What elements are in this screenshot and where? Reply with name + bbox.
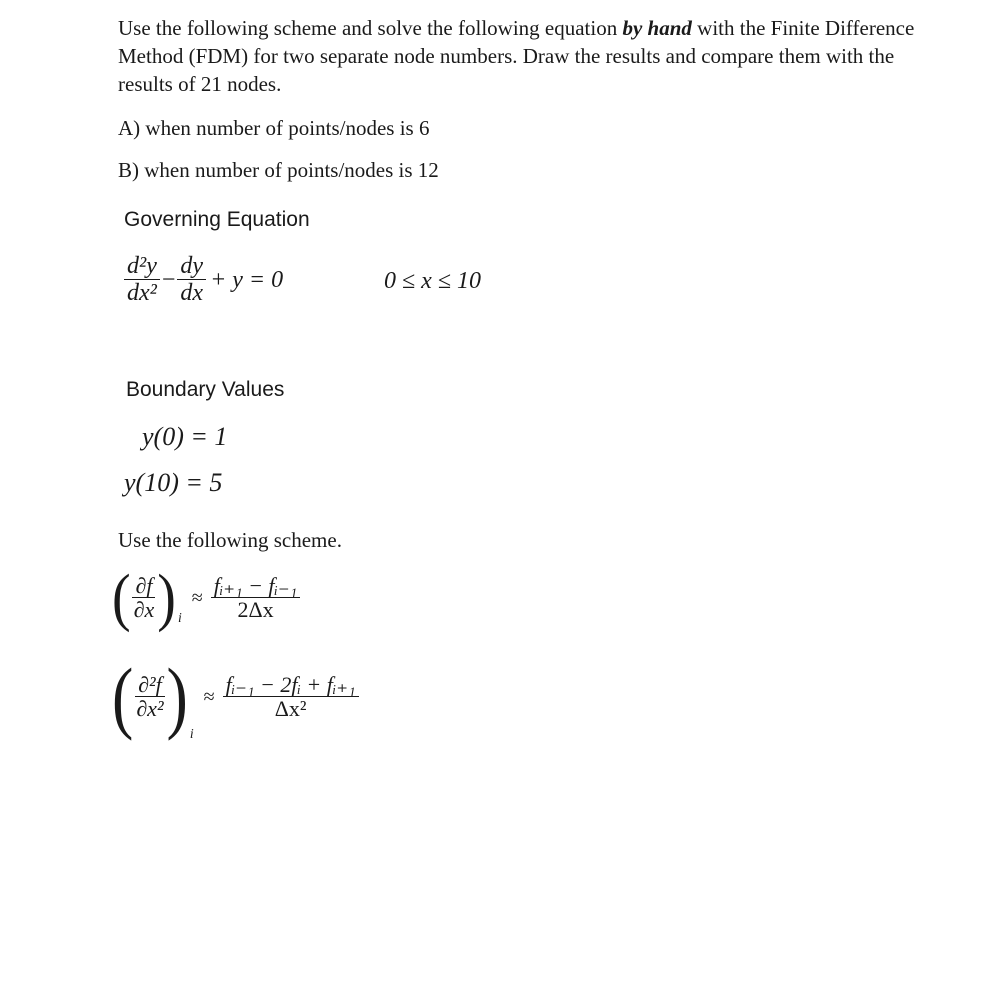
central-difference-fraction xyxy=(211,574,301,622)
d2f-dx2-fraction xyxy=(133,673,166,721)
df-numerator: ∂f xyxy=(132,574,155,598)
intro-text-end: with the Finite Difference Method (FDM) for two separate node numbers. Draw the results and compare them with the results of 21 nodes. xyxy=(118,16,915,96)
first-derivative-term xyxy=(177,254,206,307)
central-difference-denominator: 2Δx xyxy=(237,596,274,622)
domain-range: 0 ≤ x ≤ 10 xyxy=(384,268,481,294)
approx-sign: ≈ xyxy=(203,685,215,708)
equation-rest: + y = 0 xyxy=(210,266,284,293)
second-difference-numerator: fᵢ₋₁ − 2fᵢ + fᵢ₊₁ xyxy=(223,673,359,697)
intro-bold: by hand xyxy=(622,16,692,40)
governing-heading: Governing Equation xyxy=(124,208,310,231)
left-paren-icon: ( xyxy=(112,652,134,741)
second-difference-fraction xyxy=(223,673,359,721)
index-i: i xyxy=(177,610,182,625)
intro-paragraph xyxy=(118,14,928,98)
first-derivative-formula xyxy=(112,562,300,634)
scheme-label: Use the following scheme. xyxy=(118,528,342,552)
d2y-numerator: d²y xyxy=(124,254,160,280)
df-dx-fraction xyxy=(131,574,158,622)
boundary-condition-2: y(10) = 5 xyxy=(124,468,223,497)
approx-sign: ≈ xyxy=(191,586,203,609)
second-derivative-formula xyxy=(112,652,359,741)
boundary-condition-1: y(0) = 1 xyxy=(142,422,228,451)
second-difference-denominator: Δx² xyxy=(274,695,307,721)
part-b: B) when number of points/nodes is 12 xyxy=(118,158,439,182)
boundary-heading: Boundary Values xyxy=(126,378,285,401)
dx2-denominator: ∂x² xyxy=(136,695,164,721)
d2y-denominator: dx² xyxy=(127,280,157,307)
central-difference-numerator: fᵢ₊₁ − fᵢ₋₁ xyxy=(211,574,301,598)
part-a: A) when number of points/nodes is 6 xyxy=(118,116,430,140)
intro-text-start: Use the following scheme and solve the following equation xyxy=(118,16,623,40)
dy-numerator: dy xyxy=(177,254,206,280)
governing-equation xyxy=(124,254,283,307)
minus-sign: − xyxy=(161,266,176,293)
dx-denominator: ∂x xyxy=(133,596,155,622)
right-paren-icon: ) xyxy=(157,562,176,634)
second-derivative-term xyxy=(124,254,160,307)
d2f-numerator: ∂²f xyxy=(135,673,165,697)
right-paren-icon: ) xyxy=(166,652,188,741)
problem-statement xyxy=(118,14,928,98)
left-paren-icon: ( xyxy=(112,562,131,634)
dy-denominator: dx xyxy=(180,280,204,307)
index-i: i xyxy=(189,726,194,741)
